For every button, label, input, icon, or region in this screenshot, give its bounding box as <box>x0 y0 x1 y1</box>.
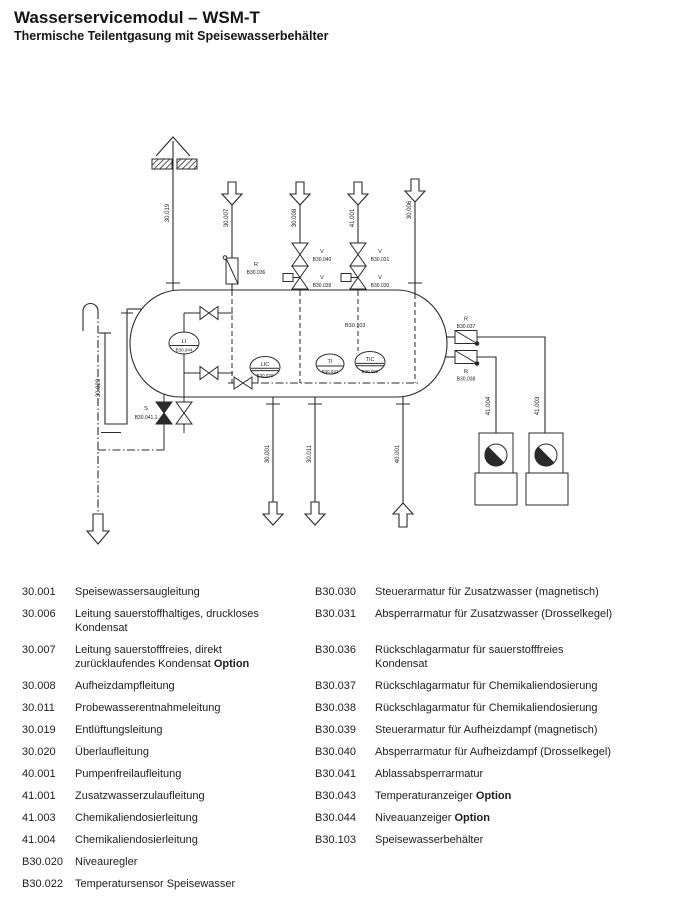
legend-line: Rückschlagarmatur für sauerstofffreies <box>375 644 564 656</box>
instrument-code-label: B30.022 <box>361 369 379 374</box>
legend-row <box>315 701 671 715</box>
legend-line: Kondensat <box>75 622 128 634</box>
legend-code: B30.040 <box>315 746 356 758</box>
inflow-arrow-icon <box>222 182 242 205</box>
pipe-label-30-007: 30.007 <box>224 208 230 228</box>
legend-line: Leitung sauerstoffhaltiges, druckloses <box>75 608 259 620</box>
valve-tag-label: V <box>378 249 382 255</box>
legend-line: Zusatzwasserzulaufleitung <box>75 790 205 802</box>
legend-option-flag: Option <box>472 790 512 802</box>
valve-code-label: B30.037 <box>456 324 476 330</box>
pipe-label-30-011: 30.011 <box>307 445 313 463</box>
legend-row <box>22 643 310 671</box>
valve-tag-label: R <box>464 369 468 375</box>
instrument-code-label: B30.020 <box>256 373 274 378</box>
inflow-arrow-icon <box>405 179 425 202</box>
legend-text <box>375 679 598 693</box>
legend-text <box>375 767 483 781</box>
pipe-label-30-006: 30.006 <box>407 200 413 220</box>
legend-text <box>75 767 181 781</box>
chemical-tank <box>475 473 517 505</box>
dosing-station-left <box>475 433 517 505</box>
legend-line: Aufheizdampfleitung <box>75 680 175 692</box>
legend-text <box>75 701 221 715</box>
legend-line: Speisewassersaugleitung <box>75 586 200 598</box>
solenoid-actuator-icon <box>283 274 293 282</box>
sample-pipe-30-011 <box>305 397 325 525</box>
valve-code-label: B30.039 <box>312 283 332 289</box>
legend-row <box>315 767 671 781</box>
valve-code-label: B30.030 <box>370 283 390 289</box>
legend-row <box>315 811 671 825</box>
valve-tag-label: V <box>378 275 382 281</box>
legend-code: B30.039 <box>315 724 356 736</box>
page-subtitle: Thermische Teilentgasung mit Speisewasserbehälter <box>14 29 329 43</box>
pipe-label-40-001: 40.001 <box>395 444 401 464</box>
legend-text <box>75 585 200 599</box>
control-valve-B30-039 <box>283 266 308 289</box>
legend-text <box>375 811 490 825</box>
valve-code-label: B30.038 <box>456 376 476 383</box>
check-valve-B30-036 <box>223 256 238 284</box>
overflow-loop-30-020 <box>96 309 142 433</box>
condensate-pipe-30-006 <box>405 179 425 294</box>
gauge-blowdown-valve <box>176 402 192 433</box>
page-title: Wasserservicemodul – WSM-T <box>14 8 260 27</box>
legend-line: Ablassabsperrarmatur <box>375 768 484 780</box>
legend-row <box>22 607 310 635</box>
instrument-code-label: B30.044 <box>175 347 193 353</box>
steam-pipe-30-008 <box>283 182 332 291</box>
legend-code: B30.043 <box>315 790 356 802</box>
legend-row <box>22 833 310 847</box>
legend-row <box>22 745 310 759</box>
legend-row <box>315 723 671 737</box>
legend-code: 30.020 <box>22 746 56 758</box>
legend-line: Rückschlagarmatur für Chemikaliendosierung <box>375 680 598 692</box>
chem-dosing-line-41-004 <box>445 351 496 444</box>
pipe-label-41-001: 41.001 <box>350 208 356 228</box>
recirculation-pipe-40-001 <box>393 397 413 527</box>
shutoff-valve-B30-031 <box>350 243 366 266</box>
legend-row <box>315 585 671 599</box>
legend-code: 30.001 <box>22 586 56 598</box>
legend-row <box>315 643 671 671</box>
makeup-water-pipe-41-001 <box>341 182 390 291</box>
level-controller-LIC <box>228 357 280 390</box>
level-indicator-LI <box>169 307 233 434</box>
wall-penetration-icon <box>152 159 172 169</box>
legend-row <box>22 701 310 715</box>
legend-line: Steuerarmatur für Aufheizdampf (magnetisch) <box>375 724 598 736</box>
temperature-indicator-TI <box>316 354 344 374</box>
legend-code: B30.103 <box>315 834 356 846</box>
legend-text <box>75 723 162 737</box>
legend-line: Überlaufleitung <box>75 746 149 758</box>
legend-line: Chemikaliendosierleitung <box>75 834 198 846</box>
legend-text <box>375 585 599 599</box>
legend-code: B30.037 <box>315 680 356 692</box>
pipe-label-30-020: 30.020 <box>96 378 102 398</box>
legend-row <box>22 723 310 737</box>
legend-line: Steuerarmatur für Zusatzwasser (magnetisch) <box>375 586 599 598</box>
legend-code: 30.011 <box>22 702 55 714</box>
legend-row <box>315 833 671 847</box>
legend-text <box>375 643 564 671</box>
legend-line: Absperrarmatur für Zusatzwasser (Drosselkegel) <box>375 608 613 620</box>
legend-code: 41.003 <box>22 812 56 824</box>
tank-code-label: B30.103 <box>345 323 366 329</box>
valve-tag-label: V <box>320 275 324 281</box>
inflow-arrow-icon <box>393 503 413 527</box>
legend-row <box>315 607 671 621</box>
legend-code: B30.030 <box>315 586 356 598</box>
legend-text <box>375 789 511 803</box>
instrument-tag-label: TIC <box>365 357 375 363</box>
legend-text <box>375 607 612 621</box>
drain-outflow-arrow-icon <box>87 514 109 544</box>
shutoff-valve-B30-040 <box>292 243 308 266</box>
legend-text <box>375 745 611 759</box>
legend-row <box>315 745 671 759</box>
legend-row <box>22 811 310 825</box>
legend-code: B30.038 <box>315 702 356 714</box>
legend-line: Niveauanzeiger Option <box>375 812 490 824</box>
pipe-label-30-008: 30.008 <box>292 208 298 228</box>
legend-text <box>75 855 137 869</box>
valve-code-label: B30.031 <box>370 257 390 263</box>
legend-code: 30.019 <box>22 724 56 736</box>
valve-code-label: B30.036 <box>246 270 266 276</box>
legend-code: 30.006 <box>22 608 56 620</box>
legend-code: B30.041 <box>315 768 356 780</box>
legend-line: zurücklaufendes Kondensat Option <box>75 658 250 670</box>
suction-pipe-30-001 <box>263 397 283 525</box>
legend-option-flag: Option <box>210 658 250 670</box>
legend-line: Rückschlagarmatur für Chemikaliendosierung <box>375 702 598 714</box>
wall-penetration-icon <box>177 159 197 169</box>
outflow-arrow-icon <box>305 502 325 525</box>
legend-line: Temperaturanzeiger Option <box>375 790 512 802</box>
legend-text <box>75 789 205 803</box>
legend-row <box>22 789 310 803</box>
legend-line: Pumpenfreilaufleitung <box>75 768 182 780</box>
legend-left-column <box>22 585 310 899</box>
valve-tag-label: V <box>320 249 324 255</box>
legend-code: 41.001 <box>22 790 56 802</box>
instrument-code-label: B30.043 <box>321 369 339 374</box>
legend-code: 40.001 <box>22 768 56 780</box>
legend-code: B30.031 <box>315 608 356 620</box>
legend-line: Chemikaliendosierleitung <box>75 812 198 824</box>
legend-text <box>75 643 249 671</box>
legend-row <box>22 855 310 869</box>
legend-text <box>75 811 198 825</box>
legend-right-column <box>315 585 671 855</box>
legend-text <box>75 745 149 759</box>
legend-row <box>22 877 310 891</box>
instrument-tag-label: LI <box>181 339 187 345</box>
legend-text <box>75 877 235 891</box>
pipe-label-41-003: 41.003 <box>535 396 541 416</box>
legend-spacer <box>315 629 671 643</box>
legend-row <box>22 767 310 781</box>
check-valve-B30-038 <box>455 351 479 366</box>
valve-tag-label: R <box>464 316 468 323</box>
dosing-station-right <box>526 433 568 505</box>
legend-text <box>75 679 175 693</box>
vent-pipe-30-019 <box>152 137 197 291</box>
legend-code: 30.007 <box>22 644 56 656</box>
legend-option-flag: Option <box>451 812 490 824</box>
legend-line: Absperrarmatur für Aufheizdampf (Drosselkegel) <box>375 746 611 758</box>
valve-code-label: B30.041.1 <box>134 415 158 421</box>
legend-code: 30.008 <box>22 680 56 692</box>
legend-line: Kondensat <box>375 658 428 670</box>
legend-code: B30.020 <box>22 856 63 868</box>
legend-text <box>75 833 198 847</box>
legend-line: Temperatursensor Speisewasser <box>75 878 236 890</box>
chemical-tank <box>526 473 568 505</box>
legend-code: B30.022 <box>22 878 63 890</box>
legend-row <box>315 679 671 693</box>
drain-valve-B30-041 <box>135 394 172 450</box>
pipe-label-30-001: 30.001 <box>265 444 271 464</box>
legend-line: Leitung sauerstofffreies, direkt <box>75 644 222 656</box>
legend-row <box>22 585 310 599</box>
legend-text <box>375 701 598 715</box>
legend-text <box>375 833 483 847</box>
control-valve-B30-030 <box>341 266 366 289</box>
valve-tag-label: R <box>254 262 258 268</box>
legend-code: 41.004 <box>22 834 56 846</box>
instrument-tag-label: TI <box>327 359 333 365</box>
legend-line: Speisewasserbehälter <box>375 834 484 846</box>
legend-line: Niveauregler <box>75 856 138 868</box>
pipe-label-41-004: 41.004 <box>486 396 492 416</box>
legend-row <box>315 789 671 803</box>
gooseneck-icon <box>83 304 98 332</box>
legend-code: B30.036 <box>315 644 356 656</box>
inflow-arrow-icon <box>290 182 310 205</box>
condensate-pipe-30-007 <box>222 182 266 291</box>
legend-code: B30.044 <box>315 812 356 824</box>
legend-text <box>375 723 598 737</box>
legend-line: Probewasserentnahmeleitung <box>75 702 221 714</box>
pipe-label-30-019: 30.019 <box>165 203 171 223</box>
solenoid-actuator-icon <box>341 274 351 282</box>
outflow-arrow-icon <box>263 502 283 525</box>
legend-row <box>22 679 310 693</box>
temperature-sensor-TIC <box>355 352 385 375</box>
instrument-tag-label: LIC <box>260 362 270 368</box>
check-valve-B30-037 <box>455 331 479 346</box>
legend-line: Entlüftungsleitung <box>75 724 163 736</box>
valve-tag-label: S <box>144 406 148 412</box>
inflow-arrow-icon <box>348 182 368 205</box>
valve-code-label: B30.040 <box>312 257 332 263</box>
legend-text <box>75 607 259 635</box>
